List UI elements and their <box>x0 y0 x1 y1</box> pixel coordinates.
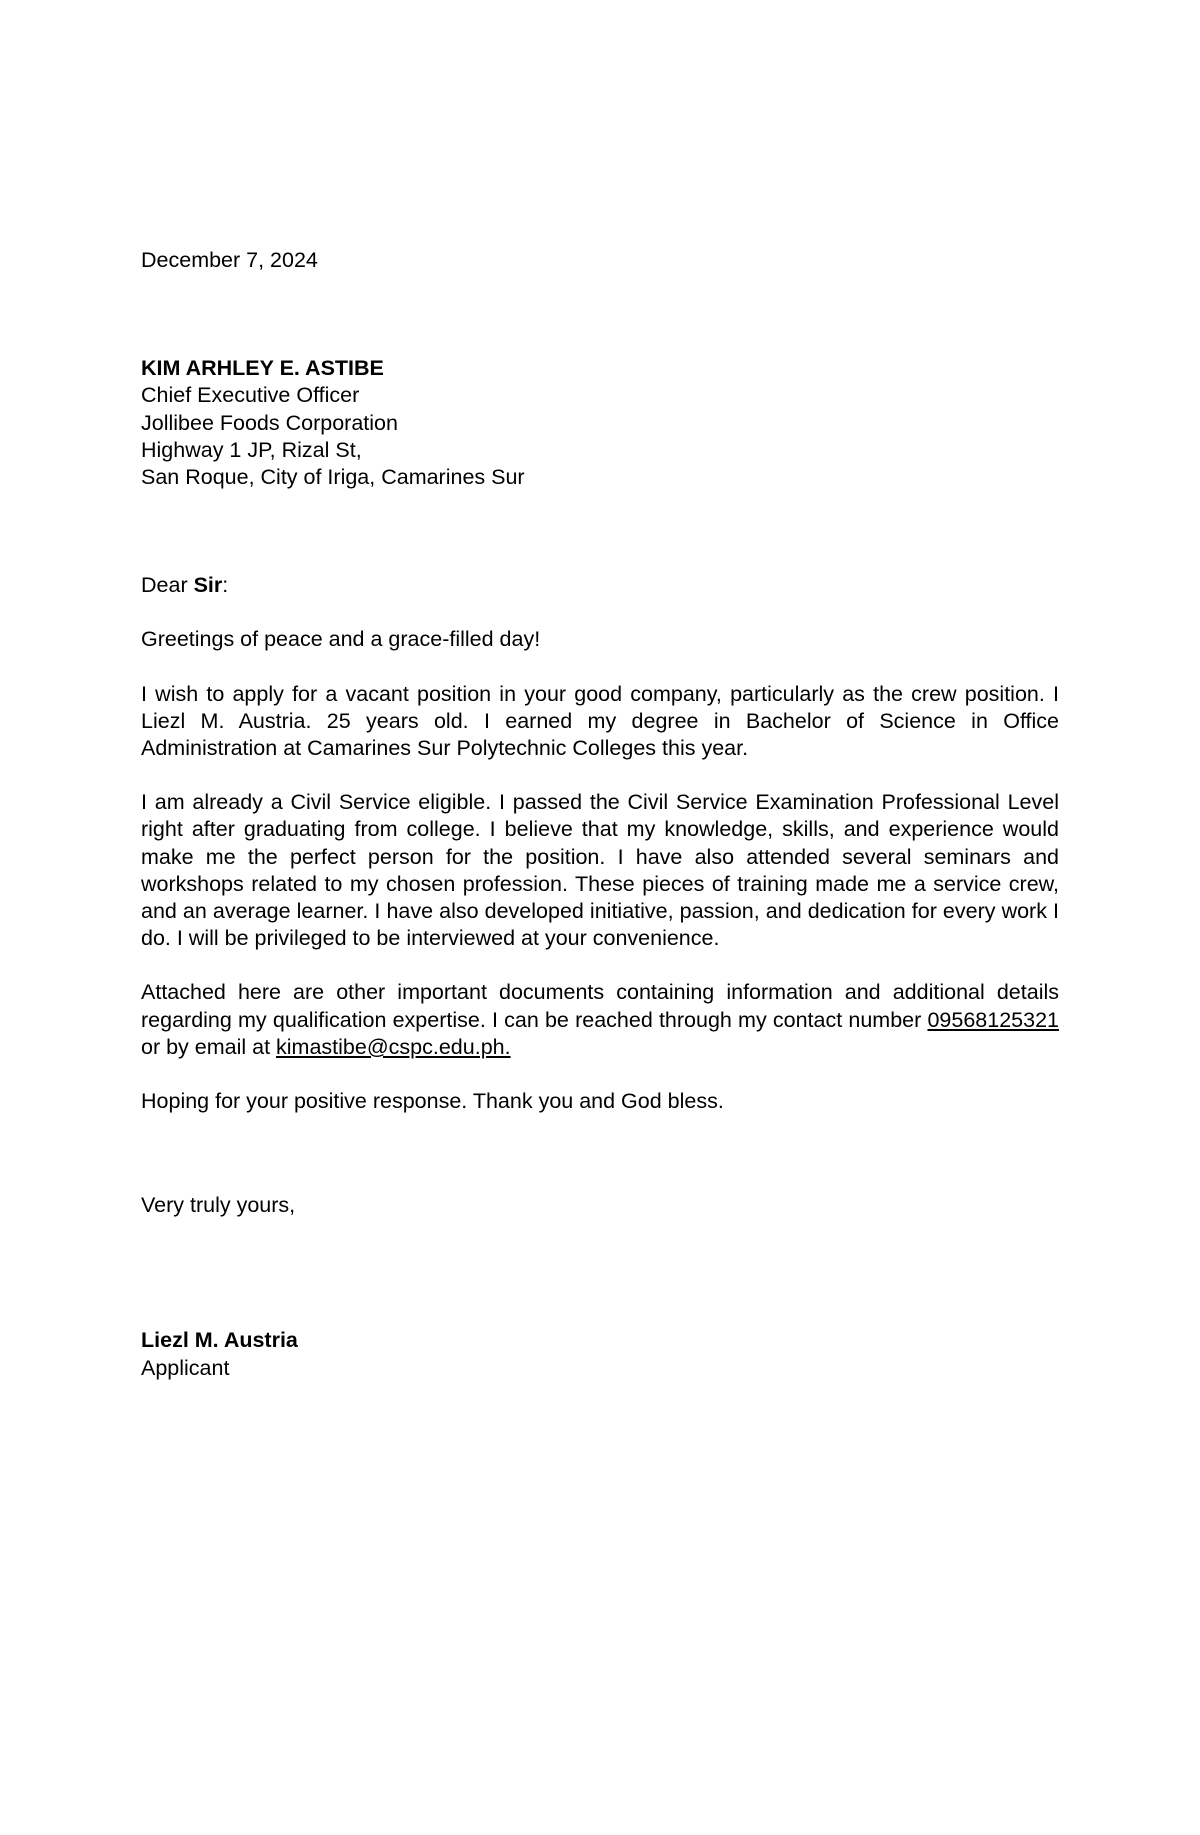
closing-line: Hoping for your positive response. Thank you and God bless. <box>141 1089 724 1114</box>
paragraph3-text-2: or by email at <box>141 1034 277 1059</box>
cover-letter <box>141 247 1059 1382</box>
body-paragraph-3 <box>141 979 1059 1061</box>
email-link[interactable]: kimastibe@cspc.edu.ph. <box>276 1034 511 1059</box>
phone-number-link[interactable]: 09568125321 <box>927 1007 1059 1032</box>
body-paragraph-1: I wish to apply for a vacant position in your good company, particularly as the crew position. I Liezl M. Austria. 25 years old. I earned my degree in Bachelor of Science in Office Administration at Camarines Sur Polytechnic Colleges this year. <box>141 681 1059 761</box>
signatory-name: Liezl M. Austria <box>141 1328 298 1353</box>
paragraph3-text-1: Attached here are other important documents containing information and additional details regarding my qualification expertise. I can be reached through my contact number <box>141 980 1059 1032</box>
salutation-prefix: Dear <box>141 573 194 598</box>
recipient-address-line1: Highway 1 JP, Rizal St, <box>141 437 362 462</box>
recipient-company: Jollibee Foods Corporation <box>141 410 398 435</box>
signatory-role: Applicant <box>141 1355 230 1380</box>
salutation-suffix: : <box>222 573 229 598</box>
signature-block <box>141 1327 1059 1381</box>
greeting: Greetings of peace and a grace-filled day! <box>141 627 541 652</box>
body-paragraph-2: I am already a Civil Service eligible. I passed the Civil Service Examination Professional Level right after graduating from college. I believe that my knowledge, skills, and experience would make me the perfect person for the position. I have also attended several seminars and workshops related to my chosen profession. These pieces of training made me a service crew, and an average learner. I have also developed initiative, passion, and dedication for every work I do. I will be privileged to be interviewed at your convenience. <box>141 790 1059 951</box>
salutation <box>141 572 1059 599</box>
recipient-address-line2: San Roque, City of Iriga, Camarines Sur <box>141 465 525 490</box>
recipient-title: Chief Executive Officer <box>141 383 360 408</box>
salutation-name: Sir <box>193 573 223 598</box>
recipient-block <box>141 355 1059 491</box>
complimentary-close: Very truly yours, <box>141 1193 296 1218</box>
letter-date: December 7, 2024 <box>141 248 318 272</box>
recipient-name: KIM ARHLEY E. ASTIBE <box>141 356 384 381</box>
